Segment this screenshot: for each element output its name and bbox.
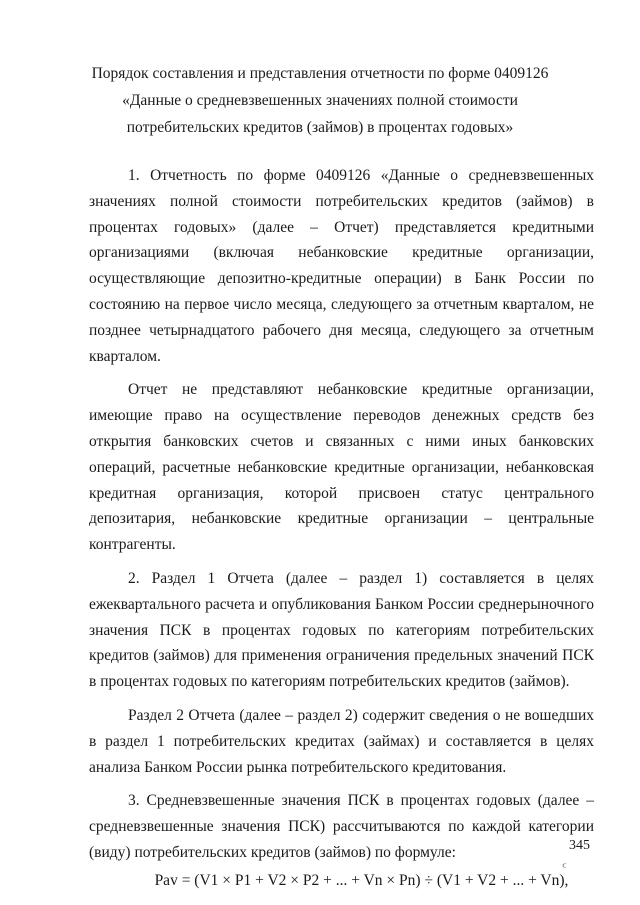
paragraph-2: Отчет не представляют небанковские кредитные организации, имеющие право на осуществление переводов денежных средств без открытия банковских счетов и связанных с ними иных банковских операций, расчетные небанковские кредитные организации, небанковская кредитная организация, которой присвоен статус центрального депозитария, небанковские кредитные организации – центральные контрагенты.: [89, 381, 594, 554]
document-title-line-1: Порядок составления и представления отчетности по форме 0409126: [91, 65, 549, 82]
paragraph-3: 2. Раздел 1 Отчета (далее – раздел 1) составляется в целях ежеквартального расчета и опубликования Банком России среднерыночного значения ПСК в процентах годовых по категориям потребительских кредитов (займов) для применения ограничения предельных значений ПСК в процентах годовых по категориям потребительских кредитов (займов).: [89, 569, 594, 691]
margin-mark: ᑦ: [562, 863, 567, 874]
paragraph-4: Раздел 2 Отчета (далее – раздел 2) содержит сведения о не вошедших в раздел 1 потребительских кредитах (займах) и составляется в целях анализа Банком России рынка потребительского кредитования.: [89, 706, 594, 776]
paragraph-5: 3. Средневзвешенные значения ПСК в процентах годовых (далее – средневзвешенные значения ПСК) рассчитываются по каждой категории (виду) потребительских кредитов (займов) по формуле:: [89, 792, 594, 861]
document-title-line-2: «Данные о средневзвешенных значениях полной стоимости: [122, 92, 518, 109]
page-number: 345: [569, 838, 590, 853]
document-body: [89, 163, 594, 894]
document-title-line-3: потребительских кредитов (займов) в процентах годовых»: [126, 119, 514, 136]
paragraph-1: 1. Отчетность по форме 0409126 «Данные о средневзвешенных значениях полной стоимости потребительских кредитов (займов) в процентах годовых» (далее – Отчет) представляется кредитными организациями (включая небанковские кредитные организации, осуществляющие депозитно-кредитные операции) в Банк России по состоянию на первое число месяца, следующего за отчетным кварталом, не позднее четырнадцатого рабочего дня месяца, следующего за отчетным кварталом.: [89, 167, 594, 365]
formula: Pav = (V1 × P1 + V2 × P2 + ... + Vn × Pn) ÷ (V1 + V2 + ... + Vn),: [154, 871, 569, 889]
